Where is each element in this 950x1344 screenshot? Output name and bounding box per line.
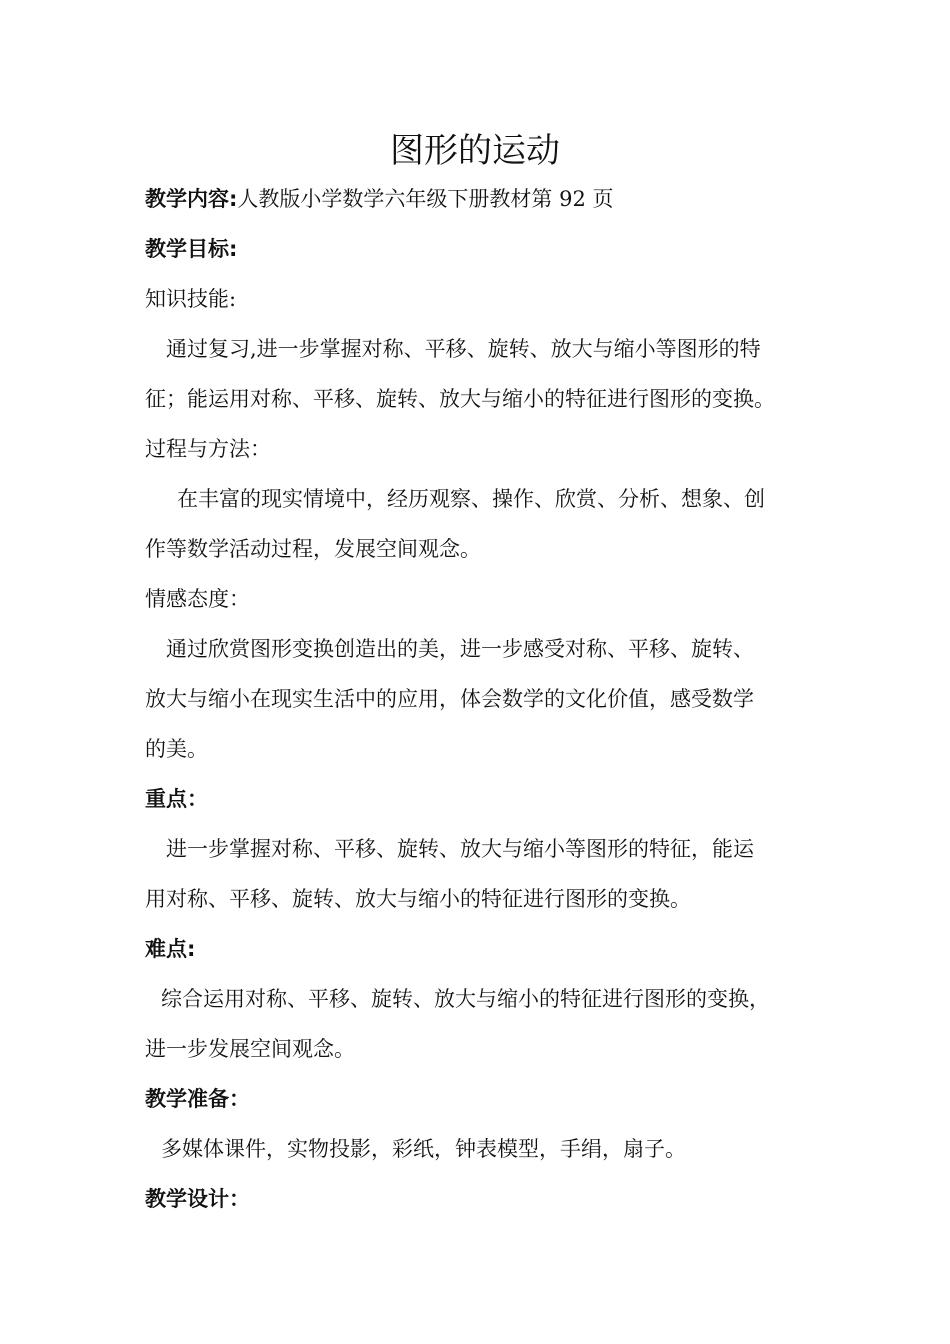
knowledge-text-line-1: 通过复习,进一步掌握对称、平移、旋转、放大与缩小等图形的特 [166, 337, 761, 361]
emotion-text-line-2: 放大与缩小在现实生活中的应用，体会数学的文化价值，感受数学 [145, 687, 754, 711]
key-points-line-2: 用对称、平移、旋转、放大与缩小的特征进行图形的变换。 [145, 887, 691, 911]
process-text-line-1: 在丰富的现实情境中，经历观察、操作、欣赏、分析、想象、创 [177, 487, 765, 511]
teaching-content-text: 人教版小学数学六年级下册教材第 92 页 [237, 187, 614, 211]
emotion-text-line-3: 的美。 [145, 737, 208, 761]
key-points-line-1: 进一步掌握对称、平移、旋转、放大与缩小等图形的特征，能运 [166, 837, 754, 861]
teaching-content-label: 教学内容: [145, 187, 238, 211]
process-label: 过程与方法： [145, 437, 271, 461]
design-heading: 教学设计： [145, 1187, 250, 1211]
document-title: 图形的运动 [390, 131, 560, 171]
knowledge-text-line-2: 征；能运用对称、平移、旋转、放大与缩小的特征进行图形的变换。 [145, 387, 775, 411]
objectives-heading: 教学目标: [145, 237, 238, 261]
preparation-heading: 教学准备： [145, 1087, 250, 1111]
key-points-heading: 重点： [145, 787, 208, 811]
knowledge-label: 知识技能: [145, 287, 237, 311]
emotion-text-line-1: 通过欣赏图形变换创造出的美，进一步感受对称、平移、旋转、 [166, 637, 754, 661]
preparation-line-1: 多媒体课件，实物投影，彩纸，钟表模型，手绢，扇子。 [161, 1137, 686, 1161]
process-text-line-2: 作等数学活动过程，发展空间观念。 [145, 537, 481, 561]
difficulty-heading: 难点: [145, 937, 196, 961]
emotion-label: 情感态度： [145, 587, 250, 611]
teaching-content-line [145, 184, 825, 214]
difficulty-line-1: 综合运用对称、平移、旋转、放大与缩小的特征进行图形的变换， [161, 987, 770, 1011]
difficulty-line-2: 进一步发展空间观念。 [145, 1037, 355, 1061]
